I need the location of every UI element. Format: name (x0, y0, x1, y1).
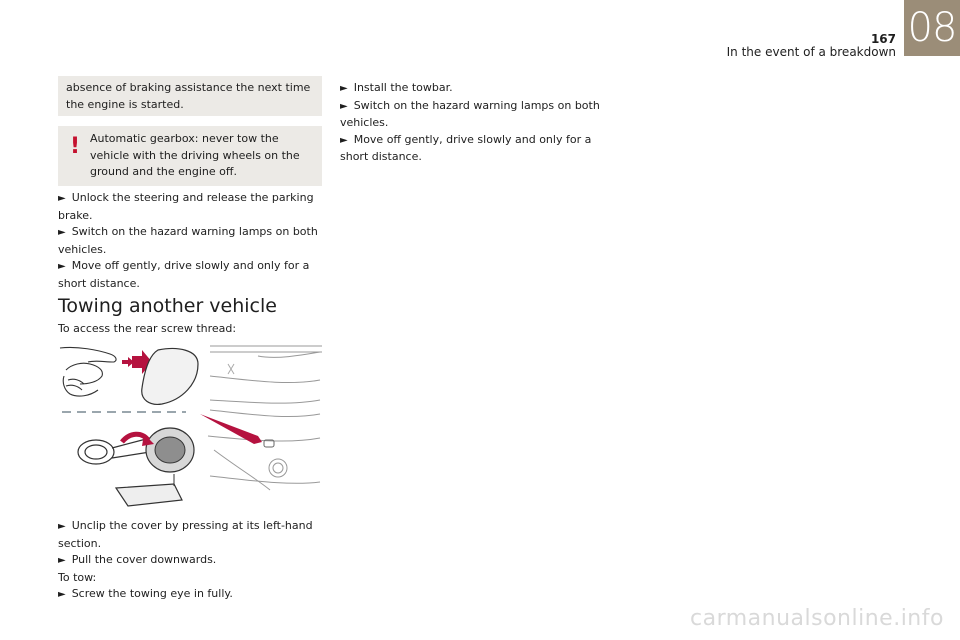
exclamation-icon: ! (70, 134, 81, 159)
list-item: ► Unclip the cover by pressing at its left-hand section. (58, 519, 313, 550)
warning-note-text: Automatic gearbox: never tow the vehicle with the driving wheels on the ground and the engine off. (90, 132, 300, 178)
list-item: ► Move off gently, drive slowly and only for a short distance. (340, 132, 592, 163)
section-title: In the event of a breakdown (726, 45, 896, 59)
bullet-arrow-icon: ► (58, 227, 66, 238)
intro-text: To access the rear screw thread: (58, 322, 237, 335)
list-item: ► Unlock the steering and release the parking brake. (58, 191, 314, 222)
steps-before-list (58, 190, 318, 292)
page-number: 167 (870, 32, 896, 46)
bullet-arrow-icon: ► (58, 521, 66, 532)
continued-note-text: absence of braking assistance the next time the engine is started. (66, 81, 311, 111)
bullet-arrow-icon: ► (340, 100, 348, 112)
bullet-arrow-icon: ► (58, 589, 66, 600)
chapter-tab: 08 (904, 0, 960, 56)
bullet-arrow-icon: ► (340, 134, 348, 146)
right-column-steps (340, 80, 602, 166)
watermark: carmanualsonline.info (690, 606, 944, 631)
bullet-arrow-icon: ► (58, 193, 66, 204)
continued-note (58, 76, 322, 116)
bullet-arrow-icon: ► (58, 261, 66, 272)
bullet-arrow-icon: ► (58, 555, 66, 566)
steps-after-list (58, 518, 318, 604)
list-item: ► Pull the cover downwards. (58, 553, 217, 566)
list-item: ► Screw the towing eye in fully. (58, 587, 233, 600)
towing-cover-illustration (58, 340, 322, 516)
list-item: ► Install the towbar. (340, 81, 453, 94)
list-item: To tow: (58, 570, 97, 584)
section-heading: Towing another vehicle (58, 295, 277, 317)
list-item: ► Move off gently, drive slowly and only for a short distance. (58, 259, 310, 290)
list-item: ► Switch on the hazard warning lamps on both vehicles. (58, 225, 318, 256)
bullet-arrow-icon: ► (340, 83, 348, 94)
list-item: ► Switch on the hazard warning lamps on both vehicles. (340, 98, 600, 129)
warning-note (58, 126, 322, 186)
